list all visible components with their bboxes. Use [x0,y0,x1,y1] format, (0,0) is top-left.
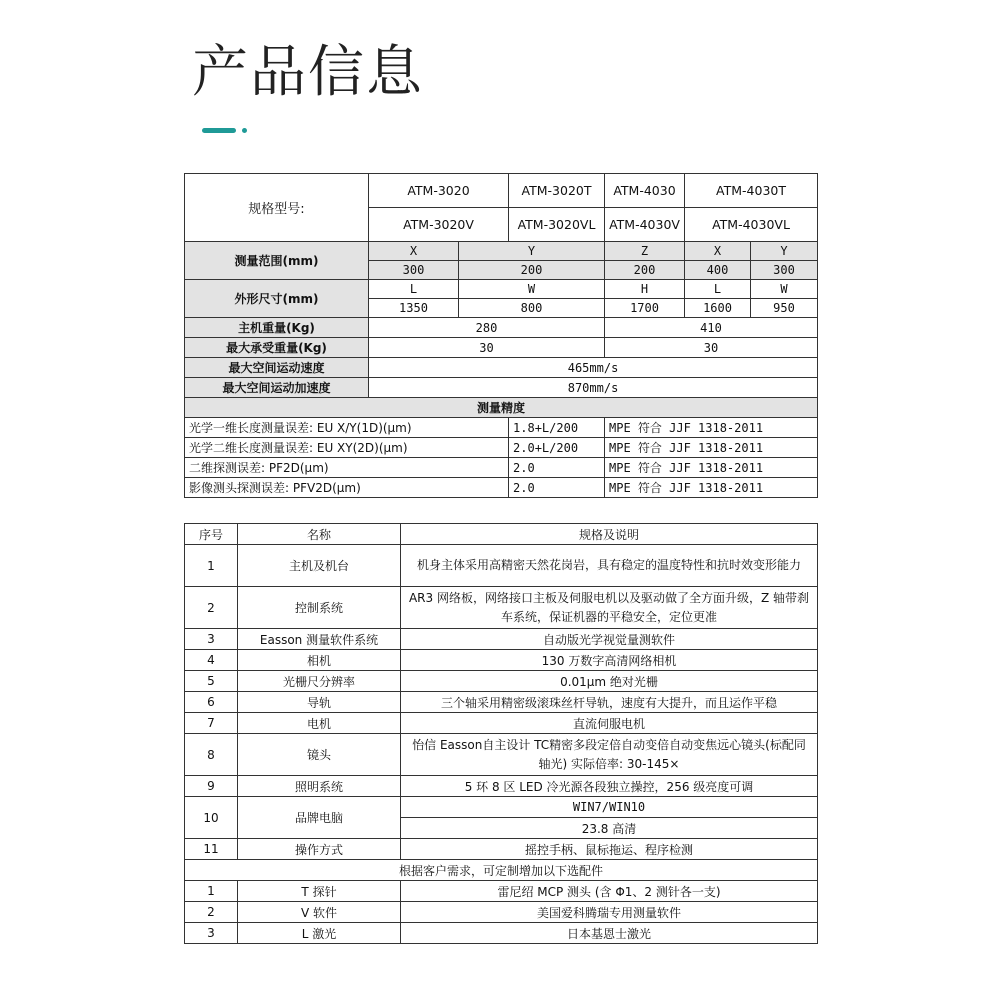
row-desc: 三个轴采用精密级滚珠丝杆导轨，速度有大提升，而且运作平稳 [401,692,818,713]
spec-table [184,173,818,498]
precision-row [185,478,818,498]
option-name: L 激光 [238,923,401,944]
accel-label: 最大空间运动加速度 [185,378,369,398]
model-cell: ATM-4030T [685,174,818,208]
row-name: 镜头 [238,734,401,776]
speed-label: 最大空间运动速度 [185,358,369,378]
precision-label: 光学一维长度测量误差: EU X/Y(1D)(μm) [185,418,509,438]
config-row [185,629,818,650]
precision-header-row [185,398,818,418]
range-value: 200 [459,261,605,280]
configuration-table [184,523,818,944]
range-value: 300 [369,261,459,280]
row-no: 8 [185,734,238,776]
row-desc: WIN7/WIN10 [401,797,818,818]
options-header-row [185,860,818,881]
axis-cell: X [685,242,751,261]
size-axes-row [185,280,818,299]
option-name: V 软件 [238,902,401,923]
precision-standard: MPE 符合 JJF 1318-2011 [605,458,818,478]
size-value: 1700 [605,299,685,318]
row-name: 操作方式 [238,839,401,860]
config-row [185,797,818,818]
axis-cell: W [459,280,605,299]
model-cell: ATM-4030VL [685,208,818,242]
row-name: 光栅尺分辨率 [238,671,401,692]
option-desc: 美国爱科腾瑞专用测量软件 [401,902,818,923]
option-row [185,902,818,923]
options-header: 根据客户需求，可定制增加以下选配件 [185,860,818,881]
load-value: 30 [605,338,818,358]
page-title: 产品信息 [192,40,424,105]
accent-bar [202,128,236,133]
model-cell: ATM-3020 [369,174,509,208]
load-row [185,338,818,358]
row-no: 5 [185,671,238,692]
range-value: 300 [751,261,818,280]
row-desc: 摇控手柄、鼠标拖运、程序检测 [401,839,818,860]
option-row [185,881,818,902]
precision-standard: MPE 符合 JJF 1318-2011 [605,438,818,458]
config-row [185,734,818,776]
size-value: 1600 [685,299,751,318]
weight-value: 410 [605,318,818,338]
axis-cell: Y [751,242,818,261]
config-row [185,587,818,629]
model-cell: ATM-3020T [509,174,605,208]
row-no: 4 [185,650,238,671]
row-name: 品牌电脑 [238,797,401,839]
row-no: 7 [185,713,238,734]
load-label: 最大承受重量(Kg) [185,338,369,358]
precision-row [185,438,818,458]
model-label: 规格型号: [185,174,369,242]
config-row [185,692,818,713]
header-desc: 规格及说明 [401,524,818,545]
axis-cell: Z [605,242,685,261]
row-no: 9 [185,776,238,797]
row-no: 1 [185,545,238,587]
option-desc: 日本基恩士激光 [401,923,818,944]
option-no: 2 [185,902,238,923]
range-label: 测量范围(mm) [185,242,369,280]
accent-dot [242,128,247,133]
weight-row [185,318,818,338]
range-axes-row [185,242,818,261]
precision-label: 光学二维长度测量误差: EU XY(2D)(μm) [185,438,509,458]
axis-cell: H [605,280,685,299]
config-row [185,671,818,692]
speed-row [185,358,818,378]
precision-value: 2.0 [509,478,605,498]
row-desc: AR3 网络板，网络接口主板及伺服电机以及驱动做了全方面升级，Z 轴带刹车系统，保证机器的平稳安全，定位更准 [401,587,818,629]
precision-label: 影像测头探测误差: PFV2D(μm) [185,478,509,498]
config-row [185,776,818,797]
precision-row [185,458,818,478]
row-desc: 130 万数字高清网络相机 [401,650,818,671]
option-row [185,923,818,944]
size-label: 外形尺寸(mm) [185,280,369,318]
config-header-row [185,524,818,545]
range-value: 400 [685,261,751,280]
option-no: 1 [185,881,238,902]
config-row [185,545,818,587]
row-name: 电机 [238,713,401,734]
row-no: 3 [185,629,238,650]
config-row [185,650,818,671]
model-cell: ATM-4030 [605,174,685,208]
row-desc: 5 环 8 区 LED 冷光源各段独立操控，256 级亮度可调 [401,776,818,797]
row-desc: 怡信 Easson自主设计 TC精密多段定倍自动变倍自动变焦远心镜头(标配同轴光) 实际倍率: 30-145× [401,734,818,776]
load-value: 30 [369,338,605,358]
row-name: Easson 测量软件系统 [238,629,401,650]
size-value: 1350 [369,299,459,318]
precision-standard: MPE 符合 JJF 1318-2011 [605,478,818,498]
row-no: 11 [185,839,238,860]
row-desc: 0.01μm 绝对光栅 [401,671,818,692]
model-cell: ATM-4030V [605,208,685,242]
model-row-1 [185,174,818,208]
row-name: 相机 [238,650,401,671]
model-cell: ATM-3020VL [509,208,605,242]
axis-cell: Y [459,242,605,261]
config-row [185,839,818,860]
row-desc: 23.8 高清 [401,818,818,839]
axis-cell: L [369,280,459,299]
precision-label: 二维探测误差: PF2D(μm) [185,458,509,478]
accel-row [185,378,818,398]
row-desc: 机身主体采用高精密天然花岗岩，具有稳定的温度特性和抗时效变形能力 [401,545,818,587]
row-no: 2 [185,587,238,629]
precision-value: 1.8+L/200 [509,418,605,438]
row-no: 6 [185,692,238,713]
option-desc: 雷尼绍 MCP 测头 (含 Φ1、2 测针各一支) [401,881,818,902]
weight-value: 280 [369,318,605,338]
size-value: 800 [459,299,605,318]
row-desc: 自动版光学视觉量测软件 [401,629,818,650]
axis-cell: X [369,242,459,261]
config-row [185,713,818,734]
row-name: 导轨 [238,692,401,713]
accel-value: 870mm/s [369,378,818,398]
precision-value: 2.0 [509,458,605,478]
row-desc: 直流伺服电机 [401,713,818,734]
option-no: 3 [185,923,238,944]
axis-cell: W [751,280,818,299]
row-no: 10 [185,797,238,839]
model-cell: ATM-3020V [369,208,509,242]
row-name: 控制系统 [238,587,401,629]
speed-value: 465mm/s [369,358,818,378]
precision-row [185,418,818,438]
header-no: 序号 [185,524,238,545]
precision-standard: MPE 符合 JJF 1318-2011 [605,418,818,438]
size-value: 950 [751,299,818,318]
precision-value: 2.0+L/200 [509,438,605,458]
option-name: T 探针 [238,881,401,902]
header-name: 名称 [238,524,401,545]
precision-header: 测量精度 [185,398,818,418]
axis-cell: L [685,280,751,299]
row-name: 照明系统 [238,776,401,797]
weight-label: 主机重量(Kg) [185,318,369,338]
range-value: 200 [605,261,685,280]
row-name: 主机及机台 [238,545,401,587]
